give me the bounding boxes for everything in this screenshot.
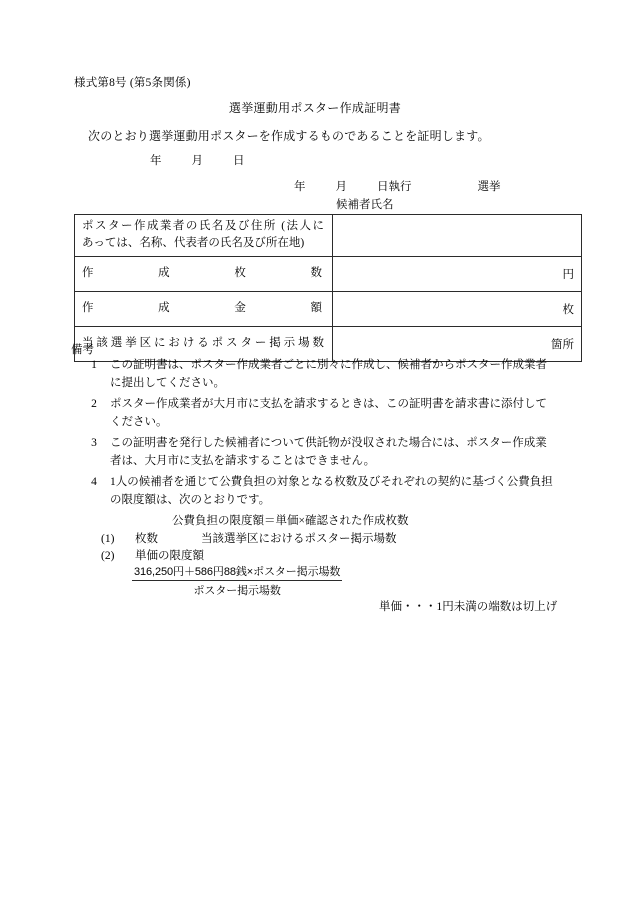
note-item-4 [84,474,554,510]
table-row-label-sheet-count [75,257,333,292]
form-number: 様式第8号 (第5条関係) [74,77,191,89]
note-text-2: ポスター作成業者が大月市に支払を請求するときは、この証明書を請求書に添付してください。 [110,398,547,428]
exec-month-label: 月 [335,181,347,193]
sub-item-2-term: 単価の限度額 [135,550,204,562]
document-title: 選挙運動用ポスター作成証明書 [228,101,402,115]
exec-year-label: 年 [294,181,306,193]
candidate-name-label: 候補者氏名 [336,199,394,211]
contractor-label-line1: ポスター作成業者の氏名及び住所 (法人に [82,220,324,233]
sub-item-1 [101,530,397,546]
certificate-table [74,214,582,362]
public-funding-formula: 公費負担の限度額＝単価×確認された作成枚数 [172,515,409,527]
note-number-3: 3 [91,437,97,449]
fraction-numerator: 316,250円＋586円88銭×ポスター掲示場数 [132,563,342,581]
unit-price-fraction [132,563,342,598]
date-day-label: 日 [233,155,245,167]
note-number-4: 4 [91,476,97,488]
amount-char-1: 作 [82,302,94,315]
sub-item-2-marker: (2) [101,550,115,562]
date-month-label: 月 [191,155,203,167]
sheet-count-unit: 円 [562,268,574,281]
sheet-count-char-1: 作 [82,267,94,280]
table-cell-contractor-value[interactable] [333,215,582,257]
note-item-2 [84,396,554,432]
sheet-count-char-3: 枚 [234,267,246,280]
note-text-3: この証明書を発行した候補者について供託物が没収された場合には、ポスター作成業者は、大月市に支払を請求することはできません。 [110,437,547,467]
sub-item-1-term: 枚数 [135,533,158,545]
table-row [75,292,582,327]
sheet-count-char-4: 数 [310,267,322,280]
election-label: 選挙 [477,181,501,193]
sheet-count-char-2: 成 [158,267,170,280]
amount-char-2: 成 [158,302,170,315]
amount-char-4: 額 [310,302,322,315]
note-item-3 [84,435,554,471]
sub-item-1-definition: 当該選挙区におけるポスター掲示場数 [201,533,397,545]
note-text-1: この証明書は、ポスター作成業者ごとに別々に作成し、候補者からポスター作成業者に提出してください。 [110,359,547,389]
date-entry-line [150,152,245,168]
lead-sentence: 次のとおり選挙運動用ポスターを作成するものであることを証明します。 [88,129,490,143]
exec-day-label: 日執行 [377,181,412,193]
table-row [75,215,582,257]
sub-item-2 [101,547,204,563]
sub-item-1-marker: (1) [101,533,115,545]
amount-char-3: 金 [234,302,246,315]
note-number-1: 1 [91,359,97,371]
election-execution-line [294,178,501,194]
unit-price-rounding-note: 単価・・・1円未満の端数は切上げ [379,601,558,613]
fraction-denominator: ポスター掲示場数 [193,585,281,597]
table-row-label-amount [75,292,333,327]
table-cell-amount-value[interactable] [333,292,582,327]
table-row-label-contractor [75,215,333,257]
amount-unit: 枚 [562,303,574,316]
table-cell-sheet-count-value[interactable] [333,257,582,292]
date-year-label: 年 [150,155,162,167]
note-item-1 [84,357,554,393]
table-row [75,257,582,292]
notes-heading: 備考 [71,344,94,356]
contractor-label-line2: あっては、名称、代表者の氏名及び所在地) [82,237,305,249]
poster-boards-label: 当該選挙区におけるポスター掲示場数 [82,337,324,350]
poster-boards-unit: 箇所 [551,338,574,351]
note-number-2: 2 [91,398,97,410]
note-text-4: 1人の候補者を通じて公費負担の対象となる枚数及びそれぞれの契約に基づく公費負担の限度額は、次のとおりです。 [110,476,553,506]
